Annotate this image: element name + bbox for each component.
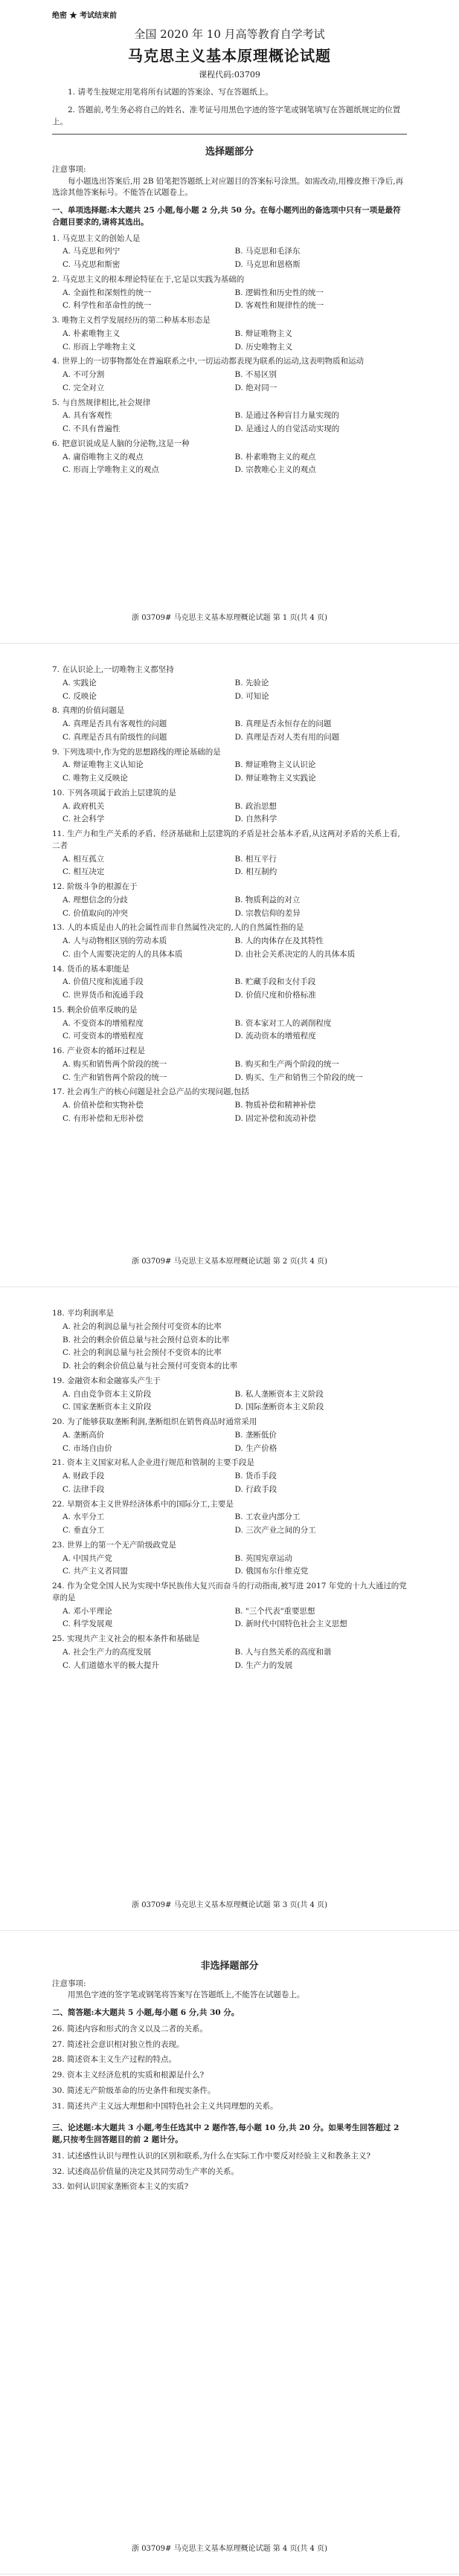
question-stem: 23. 世界上的第一个无产阶级政党是 xyxy=(52,1540,177,1550)
answer-option: C. 价值取向的冲突 xyxy=(62,908,128,918)
page-footer: 浙 03709# 马克思主义基本原理概论试题 第 1 页(共 4 页) xyxy=(132,614,327,622)
answer-option: D. 购买、生产和销售三个阶段的统一 xyxy=(234,1072,363,1082)
answer-option: A. 不变资本的增殖程度 xyxy=(62,1018,144,1028)
answer-option: D. 宗教信仰的差异 xyxy=(234,908,301,918)
section-title-nonchoice: 非选择题部分 xyxy=(200,1961,259,1972)
option-group xyxy=(52,717,407,744)
answer-option: A. 相互孤立 xyxy=(62,854,105,864)
answer-option: B. 垄断低价 xyxy=(234,1430,277,1440)
note-text: 用黑色字迹的签字笔或钢笔将答案写在答题纸上,不能答在试题卷上。 xyxy=(68,1990,305,2000)
answer-option: A. 理想信念的分歧 xyxy=(62,895,128,904)
answer-option: D. 绝对同一 xyxy=(234,383,277,392)
question-stem: 5. 与自然规律相比,社会规律 xyxy=(52,398,151,407)
question-stem: 1. 马克思主义的创始人是 xyxy=(52,233,141,243)
option-group xyxy=(52,1469,407,1496)
question-stem: 22. 早期资本主义世界经济体系中的国际分工,主要是 xyxy=(52,1499,234,1509)
answer-option: A. 全面性和深刻性的统一 xyxy=(62,288,152,297)
exam-page-2 xyxy=(0,644,459,1287)
answer-option: A. 实践论 xyxy=(62,678,97,687)
answer-option: C. 真理是否具有阶级性的问题 xyxy=(62,732,167,742)
answer-option: C. 不具有普遍性 xyxy=(62,424,121,433)
question-stem: 25. 实现共产主义社会的根本条件和基础是 xyxy=(52,1634,200,1643)
answer-option: B. 朴素唯物主义的观点 xyxy=(234,452,316,462)
question-item: 28. 简述资本主义生产过程的特点。 xyxy=(52,2055,177,2065)
part-two-title: 二、简答题:本大题共 5 小题,每小题 6 分,共 30 分。 xyxy=(52,2008,240,2017)
answer-option: D. 生产力的发展 xyxy=(234,1660,293,1670)
answer-option: B. 逻辑性和历史性的统一 xyxy=(234,288,324,297)
question-item: 29. 资本主义经济危机的实质和根源是什么? xyxy=(52,2071,205,2080)
option-group xyxy=(52,975,407,1002)
course-title: 马克思主义基本原理概论试题 xyxy=(128,46,331,65)
answer-option: D. 由社会关系决定的人的具体本质 xyxy=(234,949,356,959)
answer-option: C. 形而上学唯物主义 xyxy=(62,342,136,352)
answer-option: D. 客观性和规律性的统一 xyxy=(234,301,324,311)
question-item: 26. 简述内容和形式的含义以及二者的关系。 xyxy=(52,2024,208,2033)
question-stem: 13. 人的本质是由人的社会属性而非自然属性决定的,人的自然属性指的是 xyxy=(52,923,304,933)
answer-option: C. 垂直分工 xyxy=(62,1526,105,1535)
answer-option: C. 市场自由价 xyxy=(62,1443,112,1453)
answer-option: D. 行政手段 xyxy=(234,1484,277,1494)
answer-option: A. 真理是否具有客观性的问题 xyxy=(62,719,167,728)
answer-option: B. 货币手段 xyxy=(234,1472,277,1480)
option-group xyxy=(52,409,407,436)
answer-option: C. 反映论 xyxy=(62,691,97,701)
notice-2: 2. 答题前,考生务必将自己的姓名、准考证号用黑色字迹的签字笔或钢笔填写在答题纸规定的位置上。 xyxy=(52,105,401,126)
answer-option: A. 政府机关 xyxy=(62,801,105,811)
answer-option: B. 购买和生产两个阶段的统一 xyxy=(234,1059,339,1069)
answer-option: B. 马克思和毛泽东 xyxy=(234,247,301,256)
question-stem: 3. 唯物主义哲学发展经历的第二种基本形态是 xyxy=(52,316,211,325)
answer-option: A. 财政手段 xyxy=(62,1472,105,1480)
question-stem: 14. 货币的基本职能是 xyxy=(52,964,130,974)
option-group xyxy=(52,450,407,477)
option-group xyxy=(52,852,407,879)
answer-option: C. 可变资本的增殖程度 xyxy=(62,1032,144,1041)
answer-option: B. 资本家对工人的剥削程度 xyxy=(234,1018,332,1028)
answer-option: B. 辩证唯物主义 xyxy=(234,329,292,338)
answer-option: C. 生产和销售两个阶段的统一 xyxy=(62,1072,167,1082)
answer-option: A. 中国共产党 xyxy=(62,1553,112,1563)
part-three-title: 三、论述题:本大题共 3 小题,考生任选其中 2 题作答,每小题 10 分,共 20 分。如果考生回答超过 2 题,只按考生回答题目的前 2 题计分。 xyxy=(52,2123,399,2144)
answer-option: B. 人与自然关系的高度和谐 xyxy=(234,1647,332,1657)
option-group xyxy=(52,1098,407,1125)
answer-option: B. 人的肉体存在及其特性 xyxy=(234,936,324,945)
note-label: 注意事项: xyxy=(52,164,86,174)
answer-option: C. 由个人需要决定的人的具体本质 xyxy=(62,949,183,959)
question-stem: 24. 作为全党全国人民为实现中华民族伟大复兴而奋斗的行动指南,被写进 2017 年党的十九大通过的党章的是 xyxy=(52,1582,407,1602)
answer-option: A. 购买和销售两个阶段的统一 xyxy=(62,1059,167,1069)
essay-list xyxy=(52,2151,407,2193)
question-stem: 15. 剩余价值率反映的是 xyxy=(52,1005,138,1014)
question-stem: 12. 阶级斗争的根源在于 xyxy=(52,882,138,891)
question-stem: 6. 把意识说成是人脑的分泌物,这是一种 xyxy=(52,438,190,448)
option-group xyxy=(52,1320,407,1373)
question-stem: 8. 真理的价值问题是 xyxy=(52,706,125,716)
question-stem: 18. 平均利润率是 xyxy=(52,1309,115,1318)
answer-option: A. 辩证唯物主义认知论 xyxy=(62,760,144,770)
option-group xyxy=(52,368,407,395)
option-group xyxy=(52,893,407,920)
answer-option: D. 生产价格 xyxy=(234,1443,277,1453)
course-code: 课程代码:03709 xyxy=(199,69,260,80)
answer-option: C. 共产主义者同盟 xyxy=(62,1567,128,1576)
answer-option: A. 社会生产力的高度发展 xyxy=(62,1647,152,1657)
answer-option: C. 社会科学 xyxy=(62,815,105,824)
notice-1: 1. 请考生按规定用笔将所有试题的答案涂、写在答题纸上。 xyxy=(68,88,273,97)
answer-option: B. 物质利益的对立 xyxy=(234,895,301,904)
answer-option: C. 社会的利润总量与社会预付不变资本的比率 xyxy=(62,1348,222,1358)
answer-option: A. 邓小平理论 xyxy=(62,1606,112,1616)
question-stem: 9. 下列选项中,作为党的思想路线的理论基础的是 xyxy=(52,747,221,757)
answer-option: B. 贮藏手段和支付手段 xyxy=(234,977,316,987)
answer-option: B. 物质补偿和精神补偿 xyxy=(234,1101,316,1110)
question-list-page-2 xyxy=(52,664,407,1125)
answer-option: A. 价值补偿和实物补偿 xyxy=(62,1101,144,1110)
option-group xyxy=(52,1552,407,1579)
short-answer-list xyxy=(52,2024,407,2113)
answer-option: D. 固定补偿和流动补偿 xyxy=(234,1113,316,1123)
question-item: 27. 简述社会意识相对独立性的表现。 xyxy=(52,2039,184,2049)
answer-option: B. 真理是否永恒存在的问题 xyxy=(234,719,332,728)
answer-option: D. 是通过人的自觉活动实现的 xyxy=(234,424,340,433)
question-list-page-3 xyxy=(52,1308,407,1672)
answer-option: C. 相互决定 xyxy=(62,867,105,877)
answer-option: C. 唯物主义反映论 xyxy=(62,774,128,783)
question-stem: 11. 生产力和生产关系的矛盾、经济基础和上层建筑的矛盾是社会基本矛盾,从这两对矛盾的关系上看,二者 xyxy=(52,829,400,850)
answer-option: D. 真理是否对人类有用的问题 xyxy=(234,732,340,742)
question-item: 31. 简述共产主义远大理想和中国特色社会主义共同理想的关系。 xyxy=(52,2101,278,2111)
question-stem: 20. 为了能够获取垄断利润,垄断组织在销售商品时通常采用 xyxy=(52,1417,257,1426)
answer-option: D. 可知论 xyxy=(234,691,269,701)
note-label: 注意事项: xyxy=(52,1978,86,1988)
answer-option: C. 法律手段 xyxy=(62,1484,105,1494)
answer-option: B. 相互平行 xyxy=(234,854,277,864)
answer-option: B. 辩证唯物主义认识论 xyxy=(234,760,316,770)
option-group xyxy=(52,800,407,826)
answer-option: A. 自由竞争资本主义阶段 xyxy=(62,1389,152,1399)
answer-option: B. 是通过各种盲目力量实现的 xyxy=(234,411,339,421)
question-stem: 16. 产业资本的循环过程是 xyxy=(52,1046,146,1055)
answer-option: D. 相互制约 xyxy=(234,867,277,877)
question-item: 32. 试述商品价值量的决定及其同劳动生产率的关系。 xyxy=(52,2166,240,2176)
section-divider xyxy=(52,134,407,135)
answer-option: C. 有形补偿和无形补偿 xyxy=(62,1113,144,1123)
question-item: 31. 试述感性认识与理性认识的区别和联系,为什么在实际工作中要反对经验主义和教条主义? xyxy=(52,2151,371,2161)
answer-option: C. 科学发展观 xyxy=(62,1619,112,1629)
answer-option: D. 历史唯物主义 xyxy=(234,342,293,352)
answer-option: C. 马克思和斯密 xyxy=(62,260,121,269)
part-one-title: 一、单项选择题:本大题共 25 小题,每小题 2 分,共 50 分。在每小题列出的备选项中只有一项是最符合题目要求的,请将其选出。 xyxy=(52,206,401,227)
answer-option: A. 朴素唯物主义 xyxy=(62,329,121,338)
answer-option: B. 不易区别 xyxy=(234,370,277,379)
option-group xyxy=(52,1428,407,1455)
answer-option: D. 宗教唯心主义的观点 xyxy=(234,465,316,475)
answer-option: D. 三次产业之间的分工 xyxy=(234,1526,316,1535)
option-group xyxy=(52,1058,407,1084)
option-group xyxy=(52,1510,407,1537)
answer-option: D. 社会的剩余价值总量与社会预付可变资本的比率 xyxy=(62,1362,238,1370)
option-group xyxy=(52,1017,407,1043)
question-stem: 21. 资本主义国家对私人企业进行规范和管制的主要手段是 xyxy=(52,1458,255,1468)
option-group xyxy=(52,245,407,271)
answer-option: D. 俄国布尔什维克党 xyxy=(234,1567,309,1576)
section-title-choice: 选择题部分 xyxy=(205,146,254,158)
answer-option: A. 水平分工 xyxy=(62,1512,105,1522)
question-stem: 7. 在认识论上,一切唯物主义都坚持 xyxy=(52,665,174,674)
answer-option: D. 国际垄断资本主义阶段 xyxy=(234,1402,324,1412)
answer-option: B. 政治思想 xyxy=(234,801,277,811)
answer-option: D. 辩证唯物主义实践论 xyxy=(234,774,316,783)
exam-page-1 xyxy=(0,0,459,644)
question-item: 30. 简述无产阶级革命的历史条件和现实条件。 xyxy=(52,2085,216,2095)
page-footer: 浙 03709# 马克思主义基本原理概论试题 第 3 页(共 4 页) xyxy=(132,1901,327,1909)
answer-option: D. 新时代中国特色社会主义思想 xyxy=(234,1619,347,1629)
question-stem: 19. 金融资本和金融寡头产生于 xyxy=(52,1376,161,1385)
option-group xyxy=(52,1645,407,1672)
option-group xyxy=(52,934,407,961)
answer-option: B. 英国宪章运动 xyxy=(234,1553,292,1563)
exam-page-4 xyxy=(0,1931,459,2575)
answer-option: A. 不可分割 xyxy=(62,370,105,379)
question-stem: 4. 世界上的一切事物都处在普遍联系之中,一切运动都表现为联系的运动,这表明物质和运动 xyxy=(52,357,365,366)
answer-option: A. 人与动物相区别的劳动本质 xyxy=(62,936,167,945)
answer-option: A. 具有客观性 xyxy=(62,411,112,421)
answer-option: B. 工农业内部分工 xyxy=(234,1512,301,1522)
answer-option: D. 自然科学 xyxy=(234,815,277,824)
answer-option: A. 垄断高价 xyxy=(62,1430,105,1440)
page-footer: 浙 03709# 马克思主义基本原理概论试题 第 4 页(共 4 页) xyxy=(132,2545,327,2553)
answer-option: A. 马克思和列宁 xyxy=(62,247,121,256)
answer-option: D. 流动资本的增殖程度 xyxy=(234,1032,316,1041)
answer-option: C. 科学性和革命性的统一 xyxy=(62,301,152,311)
answer-option: D. 价值尺度和价格标准 xyxy=(234,991,316,1000)
answer-option: B. 社会的剩余价值总量与社会预付总资本的比率 xyxy=(62,1335,230,1344)
answer-option: A. 庸俗唯物主义的观点 xyxy=(62,452,144,462)
option-group xyxy=(52,327,407,354)
question-stem: 17. 社会再生产的核心问题是社会总产品的实现问题,包括 xyxy=(52,1087,249,1097)
note-text: 每小题选出答案后,用 2B 铅笔把答题纸上对应题目的答案标号涂黑。如需改动,用橡皮擦干净后,再选涂其他答案标号。不能答在试题卷上。 xyxy=(52,176,404,198)
answer-option: C. 人们道德水平的极大提升 xyxy=(62,1660,159,1670)
option-group xyxy=(52,1605,407,1631)
question-stem: 2. 马克思主义的根本理论特征在于,它是以实践为基础的 xyxy=(52,274,245,284)
answer-option: C. 完全对立 xyxy=(62,383,105,392)
exam-page-3 xyxy=(0,1287,459,1931)
answer-option: C. 国家垄断资本主义阶段 xyxy=(62,1402,152,1412)
answer-option: D. 马克思和恩格斯 xyxy=(234,260,301,269)
option-group xyxy=(52,286,407,313)
question-stem: 10. 下列各项属于政治上层建筑的是 xyxy=(52,788,177,797)
answer-option: B. 私人垄断资本主义阶段 xyxy=(234,1389,324,1399)
answer-option: B. "三个代表"重要思想 xyxy=(234,1606,315,1616)
exam-title: 全国 2020 年 10 月高等教育自学考试 xyxy=(134,27,325,41)
answer-option: B. 先验论 xyxy=(234,678,269,687)
page-footer: 浙 03709# 马克思主义基本原理概论试题 第 2 页(共 4 页) xyxy=(132,1258,327,1266)
question-item: 33. 如何认识国家垄断资本主义的实质? xyxy=(52,2182,189,2192)
option-group xyxy=(52,758,407,785)
secret-mark: 绝密 ★ 考试结束前 xyxy=(52,12,117,20)
answer-option: C. 世界货币和流通手段 xyxy=(62,991,144,1000)
answer-option: C. 形而上学唯物主义的观点 xyxy=(62,465,159,475)
option-group xyxy=(52,1388,407,1414)
answer-option: A. 价值尺度和流通手段 xyxy=(62,977,144,987)
answer-option: A. 社会的利润总量与社会预付可变资本的比率 xyxy=(62,1321,222,1331)
option-group xyxy=(52,676,407,703)
question-list-page-1 xyxy=(52,233,407,477)
